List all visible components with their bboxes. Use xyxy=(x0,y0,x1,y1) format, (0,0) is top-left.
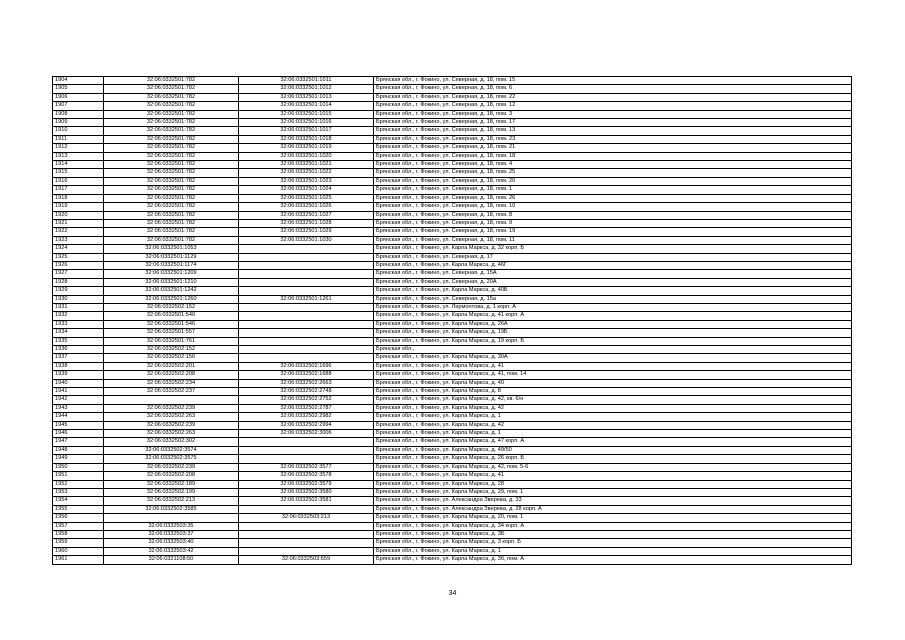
cadastral-number-cell xyxy=(239,446,374,454)
address-cell: Брянская обл., г. Фокино, ул. Северная, д. 15А xyxy=(374,270,852,278)
parent-cadastral-number-cell: 32:06:0332502:152 xyxy=(104,346,239,354)
parent-cadastral-number-cell: 32:06:0332501:557 xyxy=(104,329,239,337)
row-number-cell: 1926 xyxy=(53,261,104,269)
table-row xyxy=(53,446,852,454)
cadastral-number-cell: 32:06:0332502:2663 xyxy=(239,379,374,387)
address-cell: Брянская обл., xyxy=(374,346,852,354)
row-number-cell: 1940 xyxy=(53,379,104,387)
row-number-cell: 1914 xyxy=(53,161,104,169)
cadastral-number-cell: 32:06:0332501:1024 xyxy=(239,186,374,194)
cadastral-number-cell xyxy=(239,337,374,345)
address-cell: Брянская обл., г. Фокино, ул. Карла Маркса, д. 41 корп. А xyxy=(374,312,852,320)
table-row xyxy=(53,102,852,110)
row-number-cell: 1954 xyxy=(53,497,104,505)
row-number-cell: 1910 xyxy=(53,127,104,135)
row-number-cell: 1928 xyxy=(53,278,104,286)
parent-cadastral-number-cell: 32:06:0332501:782 xyxy=(104,186,239,194)
address-cell: Брянская обл., г. Фокино, ул. Карла Маркса, д. 20, пом. 1 xyxy=(374,514,852,522)
row-number-cell: 1913 xyxy=(53,152,104,160)
cadastral-number-cell: 32:06:0332501:1012 xyxy=(239,85,374,93)
address-cell: Брянская обл., г. Фокино, ул. Северная, д. 18, пом. 23 xyxy=(374,135,852,143)
row-number-cell: 1950 xyxy=(53,463,104,471)
table-row xyxy=(53,505,852,513)
row-number-cell: 1918 xyxy=(53,194,104,202)
table-row xyxy=(53,337,852,345)
parent-cadastral-number-cell: 32:06:0332503:37 xyxy=(104,530,239,538)
parent-cadastral-number-cell: 32:06:0332502:3574 xyxy=(104,446,239,454)
address-cell: Брянская обл., г. Фокино, ул. Карла Маркса, д. 26А xyxy=(374,320,852,328)
parent-cadastral-number-cell: 32:06:0332502:152 xyxy=(104,303,239,311)
parent-cadastral-number-cell: 32:06:0332501:761 xyxy=(104,337,239,345)
address-cell: Брянская обл., г. Фокино, ул. Карла Маркса, д. 47 корп. А xyxy=(374,438,852,446)
row-number-cell: 1927 xyxy=(53,270,104,278)
address-cell: Брянская обл., г. Фокино, ул. Карла Маркса, д. 42 xyxy=(374,421,852,429)
cadastral-number-cell xyxy=(239,505,374,513)
address-cell: Брянская обл., г. Фокино, ул. Северная, д. 20А xyxy=(374,278,852,286)
cadastral-number-cell xyxy=(239,253,374,261)
cadastral-number-cell: 32:06:0332501:1028 xyxy=(239,219,374,227)
row-number-cell: 1938 xyxy=(53,362,104,370)
address-cell: Брянская обл., г. Фокино, ул. Карла Маркса, д. 41 xyxy=(374,472,852,480)
table-row xyxy=(53,127,852,135)
row-number-cell: 1934 xyxy=(53,329,104,337)
row-number-cell: 1915 xyxy=(53,169,104,177)
row-number-cell: 1925 xyxy=(53,253,104,261)
row-number-cell: 1924 xyxy=(53,245,104,253)
parent-cadastral-number-cell: 32:06:0332502:201 xyxy=(104,362,239,370)
cadastral-number-cell xyxy=(239,329,374,337)
parent-cadastral-number-cell: 32:06:0321108:50 xyxy=(104,556,239,564)
cadastral-number-cell: 32:06:0332501:1029 xyxy=(239,228,374,236)
address-cell: Брянская обл., г. Фокино, ул. Северная, д. 18, пом. 21 xyxy=(374,144,852,152)
table-row xyxy=(53,110,852,118)
table-row xyxy=(53,354,852,362)
table-row xyxy=(53,530,852,538)
address-cell: Брянская обл., г. Фокино, ул. Северная, д. 18, пом. 13 xyxy=(374,127,852,135)
parent-cadastral-number-cell: 32:06:0332502:3585 xyxy=(104,505,239,513)
table-row xyxy=(53,522,852,530)
table-row xyxy=(53,329,852,337)
address-cell: Брянская обл., г. Фокино, ул. Северная, д. 18, пом. 11 xyxy=(374,236,852,244)
row-number-cell: 1929 xyxy=(53,287,104,295)
parent-cadastral-number-cell: 32:06:0332503:40 xyxy=(104,539,239,547)
table-row xyxy=(53,303,852,311)
table-row xyxy=(53,77,852,85)
cadastral-number-cell xyxy=(239,346,374,354)
cadastral-number-cell xyxy=(239,261,374,269)
parent-cadastral-number-cell: 32:06:0332501:782 xyxy=(104,110,239,118)
cadastral-number-cell xyxy=(239,547,374,555)
cadastral-number-cell: 32:06:0332502:2748 xyxy=(239,388,374,396)
table-row xyxy=(53,480,852,488)
row-number-cell: 1906 xyxy=(53,93,104,101)
cadastral-number-cell: 32:06:0332501:1023 xyxy=(239,177,374,185)
row-number-cell: 1960 xyxy=(53,547,104,555)
address-cell: Брянская обл., г. Фокино, ул. Северная, д. 18, пом. 22 xyxy=(374,93,852,101)
row-number-cell: 1922 xyxy=(53,228,104,236)
row-number-cell: 1947 xyxy=(53,438,104,446)
cadastral-number-cell: 32:06:0332501:1030 xyxy=(239,236,374,244)
parent-cadastral-number-cell: 32:06:0332501:782 xyxy=(104,119,239,127)
row-number-cell: 1919 xyxy=(53,203,104,211)
cadastral-number-cell: 32:06:0332501:1014 xyxy=(239,102,374,110)
parent-cadastral-number-cell: 32:06:0332501:782 xyxy=(104,135,239,143)
address-cell: Брянская обл., г. Фокино, ул. Северная, д. 18, пом. 4 xyxy=(374,161,852,169)
address-cell: Брянская обл., г. Фокино, ул. Карла Маркса, д. 40 xyxy=(374,379,852,387)
parent-cadastral-number-cell: 32:06:0332501:782 xyxy=(104,161,239,169)
table-row xyxy=(53,144,852,152)
table-row xyxy=(53,236,852,244)
row-number-cell: 1945 xyxy=(53,421,104,429)
parent-cadastral-number-cell: 32:06:0332501:782 xyxy=(104,85,239,93)
address-cell: Брянская обл., г. Фокино, ул. Карла Маркса, д. 3б, пом. А xyxy=(374,556,852,564)
parent-cadastral-number-cell: 32:06:0332501:782 xyxy=(104,169,239,177)
cadastral-number-cell xyxy=(239,455,374,463)
cadastral-number-cell xyxy=(239,530,374,538)
row-number-cell: 1952 xyxy=(53,480,104,488)
parent-cadastral-number-cell: 32:06:0332502:239 xyxy=(104,463,239,471)
parent-cadastral-number-cell: 32:06:0332502:263 xyxy=(104,413,239,421)
cadastral-number-cell xyxy=(239,539,374,547)
address-cell: Брянская обл., г. Фокино, ул. Карла Маркса, д. 3Б xyxy=(374,530,852,538)
parent-cadastral-number-cell: 32:06:0332501:782 xyxy=(104,127,239,135)
row-number-cell: 1942 xyxy=(53,396,104,404)
row-number-cell: 1912 xyxy=(53,144,104,152)
row-number-cell: 1948 xyxy=(53,446,104,454)
parent-cadastral-number-cell: 32:06:0332501:782 xyxy=(104,93,239,101)
page-number: 34 xyxy=(448,590,457,597)
row-number-cell: 1932 xyxy=(53,312,104,320)
address-cell: Брянская обл., г. Фокино, ул. Карла Маркса, д. 42, пом. 5-6 xyxy=(374,463,852,471)
cadastral-number-cell xyxy=(239,320,374,328)
address-cell: Брянская обл., г. Фокино, ул. Северная, д. 18, пом. 20 xyxy=(374,177,852,185)
address-cell: Брянская обл., г. Фокино, ул. Карла Маркса, д. 42, кв. 6/н xyxy=(374,396,852,404)
address-cell: Брянская обл., г. Фокино, ул. Карла Маркса, д. 26 корп. Б xyxy=(374,455,852,463)
cadastral-number-cell xyxy=(239,312,374,320)
table-row xyxy=(53,514,852,522)
row-number-cell: 1921 xyxy=(53,219,104,227)
cadastral-number-cell xyxy=(239,270,374,278)
table-row xyxy=(53,388,852,396)
cadastral-number-cell: 32:06:0332501:1021 xyxy=(239,161,374,169)
address-cell: Брянская обл., г. Фокино, ул. Карла Маркса, д. 49/50 xyxy=(374,446,852,454)
row-number-cell: 1923 xyxy=(53,236,104,244)
cadastral-number-cell xyxy=(239,438,374,446)
cadastral-number-cell: 32:06:0332502:1688 xyxy=(239,371,374,379)
table-row xyxy=(53,463,852,471)
table-row xyxy=(53,169,852,177)
row-number-cell: 1953 xyxy=(53,488,104,496)
row-number-cell: 1920 xyxy=(53,211,104,219)
row-number-cell: 1916 xyxy=(53,177,104,185)
row-number-cell: 1936 xyxy=(53,346,104,354)
parent-cadastral-number-cell: 32:06:0332501:782 xyxy=(104,77,239,85)
address-cell: Брянская обл., г. Фокино, ул. Северная, д. 18, пом. 18 xyxy=(374,152,852,160)
row-number-cell: 1949 xyxy=(53,455,104,463)
parent-cadastral-number-cell: 32:06:0332501:540 xyxy=(104,312,239,320)
table-row xyxy=(53,177,852,185)
address-cell: Брянская обл., г. Фокино, ул. Северная, д. 18, пом. 9 xyxy=(374,219,852,227)
table-row xyxy=(53,421,852,429)
table-row xyxy=(53,430,852,438)
parent-cadastral-number-cell: 32:06:0332501:1210 xyxy=(104,278,239,286)
parent-cadastral-number-cell: 32:06:0332502:208 xyxy=(104,472,239,480)
table-row xyxy=(53,455,852,463)
table-row xyxy=(53,362,852,370)
table-row xyxy=(53,438,852,446)
parent-cadastral-number-cell: 32:06:0332501:782 xyxy=(104,152,239,160)
table-row xyxy=(53,320,852,328)
table-row xyxy=(53,287,852,295)
address-cell: Брянская обл., г. Фокино, ул. Карла Маркса, д. 19 корп. Б xyxy=(374,337,852,345)
table-row xyxy=(53,270,852,278)
address-cell: Брянская обл., г. Фокино, ул. Северная, д. 18, пом. 6 xyxy=(374,85,852,93)
cadastral-number-cell xyxy=(239,522,374,530)
table-row xyxy=(53,371,852,379)
parent-cadastral-number-cell: 32:06:0332502:208 xyxy=(104,371,239,379)
parent-cadastral-number-cell: 32:06:0332501:546 xyxy=(104,320,239,328)
parent-cadastral-number-cell: 32:06:0332501:782 xyxy=(104,228,239,236)
cadastral-number-cell: 32:06:0332501:1022 xyxy=(239,169,374,177)
table-row xyxy=(53,413,852,421)
cadastral-number-cell: 32:06:0332501:1018 xyxy=(239,135,374,143)
row-number-cell: 1937 xyxy=(53,354,104,362)
table-row xyxy=(53,295,852,303)
address-cell: Брянская обл., г. Фокино, ул. Карла Маркса, д. 30А xyxy=(374,354,852,362)
cadastral-number-cell xyxy=(239,354,374,362)
table-row xyxy=(53,379,852,387)
parent-cadastral-number-cell: 32:06:0332501:782 xyxy=(104,211,239,219)
table-row xyxy=(53,253,852,261)
table-row xyxy=(53,278,852,286)
cadastral-number-cell xyxy=(239,303,374,311)
row-number-cell: 1935 xyxy=(53,337,104,345)
address-cell: Брянская обл., г. Фокино, ул. Карла Маркса, д. 34 корп. А xyxy=(374,522,852,530)
cadastral-number-cell: 32:06:0332502:2994 xyxy=(239,421,374,429)
row-number-cell: 1943 xyxy=(53,404,104,412)
address-cell: Брянская обл., г. Фокино, ул. Карла Маркса, д. 28 xyxy=(374,480,852,488)
cadastral-number-cell xyxy=(239,278,374,286)
parent-cadastral-number-cell: 32:06:0332501:782 xyxy=(104,144,239,152)
cadastral-number-cell: 32:06:0332502:2787 xyxy=(239,404,374,412)
table-row xyxy=(53,556,852,564)
row-number-cell: 1939 xyxy=(53,371,104,379)
address-cell: Брянская обл., г. Фокино, ул. Северная, д. 18, пом. 12 xyxy=(374,102,852,110)
address-cell: Брянская обл., г. Фокино, ул. Карла Маркса, д. 42 xyxy=(374,404,852,412)
table-row xyxy=(53,488,852,496)
row-number-cell: 1961 xyxy=(53,556,104,564)
parent-cadastral-number-cell xyxy=(104,514,239,522)
cadastral-number-cell: 32:06:0332501:1026 xyxy=(239,203,374,211)
parent-cadastral-number-cell: 32:06:0332502:302 xyxy=(104,438,239,446)
table-row xyxy=(53,228,852,236)
parent-cadastral-number-cell: 32:06:0332501:782 xyxy=(104,203,239,211)
table-row xyxy=(53,211,852,219)
cadastral-number-cell: 32:06:0332501:1017 xyxy=(239,127,374,135)
parent-cadastral-number-cell: 32:06:0332502:263 xyxy=(104,430,239,438)
cadastral-number-cell: 32:06:0332501:1261 xyxy=(239,295,374,303)
parent-cadastral-number-cell: 32:06:0332502:239 xyxy=(104,421,239,429)
table-row xyxy=(53,547,852,555)
cadastral-number-cell: 32:06:0332501:1011 xyxy=(239,77,374,85)
cadastral-number-cell: 32:06:0332502:3580 xyxy=(239,488,374,496)
parent-cadastral-number-cell: 32:06:0332502:189 xyxy=(104,480,239,488)
cadastral-number-cell: 32:06:0332502:2752 xyxy=(239,396,374,404)
address-cell: Брянская обл., г. Фокино, ул. Карла Маркса, д. 41, пом. 14 xyxy=(374,371,852,379)
parent-cadastral-number-cell: 32:06:0332502:156 xyxy=(104,354,239,362)
cadastral-number-cell xyxy=(239,245,374,253)
row-number-cell: 1941 xyxy=(53,388,104,396)
cadastral-number-cell: 32:06:0332502:3006 xyxy=(239,430,374,438)
cadastral-number-cell: 32:06:0332501:1016 xyxy=(239,119,374,127)
address-cell: Брянская обл., г. Фокино, ул. Карла Маркса, д. 3 корп. Б xyxy=(374,539,852,547)
address-cell: Брянская обл., г. Фокино, ул. Северная, д. 18, пом. 19 xyxy=(374,228,852,236)
cadastral-number-cell: 32:06:0332502:3578 xyxy=(239,472,374,480)
table-row xyxy=(53,194,852,202)
address-cell: Брянская обл., г. Фокино, ул. Северная, д. 18, пом. 3 xyxy=(374,110,852,118)
parent-cadastral-number-cell: 32:06:0332501:1242 xyxy=(104,287,239,295)
row-number-cell: 1917 xyxy=(53,186,104,194)
cadastral-number-cell: 32:06:0332503:213 xyxy=(239,514,374,522)
address-cell: Брянская обл., г. Фокино, ул. Карла Маркса, д. 19Б xyxy=(374,329,852,337)
address-cell: Брянская обл., г. Фокино, ул. Северная, д. 18, пом. 1 xyxy=(374,186,852,194)
parent-cadastral-number-cell: 32:06:0332502:234 xyxy=(104,379,239,387)
parent-cadastral-number-cell: 32:06:0332501:782 xyxy=(104,219,239,227)
address-cell: Брянская обл., г. Фокино, ул. Карла Маркса, д. 1 xyxy=(374,547,852,555)
parent-cadastral-number-cell: 32:06:0332501:782 xyxy=(104,102,239,110)
table-body xyxy=(53,77,852,565)
parent-cadastral-number-cell: 32:06:0332503:42 xyxy=(104,547,239,555)
parent-cadastral-number-cell: 32:06:0332502:199 xyxy=(104,488,239,496)
cadastral-number-cell xyxy=(239,287,374,295)
cadastral-number-cell: 32:06:0332502:3581 xyxy=(239,497,374,505)
address-cell: Брянская обл., г. Фокино, ул. Лермонтова, д. 1 корп. А xyxy=(374,303,852,311)
table-row xyxy=(53,404,852,412)
address-cell: Брянская обл., г. Фокино, ул. Карла Маркса, д. 1 xyxy=(374,413,852,421)
table-row xyxy=(53,203,852,211)
cadastral-register-table xyxy=(52,76,852,565)
cadastral-number-cell: 32:06:0332502:3577 xyxy=(239,463,374,471)
parent-cadastral-number-cell: 32:06:0332502:239 xyxy=(104,404,239,412)
table-row xyxy=(53,539,852,547)
cadastral-number-cell: 32:06:0332501:1013 xyxy=(239,93,374,101)
cadastral-number-cell: 32:06:0332503:659 xyxy=(239,556,374,564)
address-cell: Брянская обл., г. Фокино, ул. Карла Маркса, д. 32 корп. Б xyxy=(374,245,852,253)
address-cell: Брянская обл., г. Фокино, ул. Северная, д. 17 xyxy=(374,253,852,261)
address-cell: Брянская обл., г. Фокино, ул. Северная, д. 18, пом. 15 xyxy=(374,77,852,85)
table-row xyxy=(53,245,852,253)
parent-cadastral-number-cell: 32:06:0332502:237 xyxy=(104,388,239,396)
table-row xyxy=(53,152,852,160)
address-cell: Брянская обл., г. Фокино, ул. Карла Маркса, д. 41 xyxy=(374,362,852,370)
table-row xyxy=(53,93,852,101)
parent-cadastral-number-cell: 32:06:0332501:1129 xyxy=(104,253,239,261)
table-row xyxy=(53,346,852,354)
table-row xyxy=(53,497,852,505)
row-number-cell: 1958 xyxy=(53,530,104,538)
row-number-cell: 1905 xyxy=(53,85,104,93)
parent-cadastral-number-cell: 32:06:0332501:1209 xyxy=(104,270,239,278)
address-cell: Брянская обл., г. Фокино, ул. Северная, д. 18, пом. 8 xyxy=(374,211,852,219)
row-number-cell: 1930 xyxy=(53,295,104,303)
table-row xyxy=(53,85,852,93)
parent-cadastral-number-cell: 32:06:0332502:3575 xyxy=(104,455,239,463)
parent-cadastral-number-cell: 32:06:0332502:213 xyxy=(104,497,239,505)
table-row xyxy=(53,186,852,194)
address-cell: Брянская обл., г. Фокино, ул. Карла Маркса, д. 8 xyxy=(374,388,852,396)
row-number-cell: 1908 xyxy=(53,110,104,118)
table-row xyxy=(53,135,852,143)
row-number-cell: 1959 xyxy=(53,539,104,547)
row-number-cell: 1904 xyxy=(53,77,104,85)
row-number-cell: 1944 xyxy=(53,413,104,421)
table-row xyxy=(53,161,852,169)
row-number-cell: 1955 xyxy=(53,505,104,513)
row-number-cell: 1931 xyxy=(53,303,104,311)
address-cell: Брянская обл., г. Фокино, ул. Северная, д. 18, пом. 26 xyxy=(374,194,852,202)
table-row xyxy=(53,312,852,320)
cadastral-number-cell: 32:06:0332501:1019 xyxy=(239,144,374,152)
address-cell: Брянская обл., г. Фокино, ул. Северная, д. 18, пом. 10 xyxy=(374,203,852,211)
address-cell: Брянская обл., г. Фокино, ул. Карла Маркса, д. 1 xyxy=(374,430,852,438)
row-number-cell: 1951 xyxy=(53,472,104,480)
address-cell: Брянская обл., г. Фокино, ул. Северная, д. 18, пом. 25 xyxy=(374,169,852,177)
cadastral-number-cell: 32:06:0332501:1025 xyxy=(239,194,374,202)
table-row xyxy=(53,472,852,480)
table-row xyxy=(53,119,852,127)
cadastral-number-cell: 32:06:0332501:1015 xyxy=(239,110,374,118)
row-number-cell: 1957 xyxy=(53,522,104,530)
row-number-cell: 1956 xyxy=(53,514,104,522)
address-cell: Брянская обл., г. Фокино, ул. Северная, д. 18, пом. 17 xyxy=(374,119,852,127)
cadastral-number-cell: 32:06:0332501:1027 xyxy=(239,211,374,219)
row-number-cell: 1911 xyxy=(53,135,104,143)
row-number-cell: 1946 xyxy=(53,430,104,438)
row-number-cell: 1907 xyxy=(53,102,104,110)
parent-cadastral-number-cell: 32:06:0332501:1260 xyxy=(104,295,239,303)
parent-cadastral-number-cell: 32:06:0332503:35 xyxy=(104,522,239,530)
table-row xyxy=(53,261,852,269)
parent-cadastral-number-cell xyxy=(104,396,239,404)
address-cell: Брянская обл., г. Фокино, ул. Карла Маркса, д. 46Г xyxy=(374,261,852,269)
address-cell: Брянская обл., г. Фокино, ул. Северная, д. 15а xyxy=(374,295,852,303)
parent-cadastral-number-cell: 32:06:0332501:782 xyxy=(104,236,239,244)
row-number-cell: 1909 xyxy=(53,119,104,127)
cadastral-number-cell: 32:06:0332502:2982 xyxy=(239,413,374,421)
cadastral-number-cell: 32:06:0332501:1020 xyxy=(239,152,374,160)
address-cell: Брянская обл., г. Фокино, ул. Карла Маркса, д. 29, пом. 1 xyxy=(374,488,852,496)
table-row xyxy=(53,396,852,404)
table-row xyxy=(53,219,852,227)
row-number-cell: 1933 xyxy=(53,320,104,328)
address-cell: Брянская обл., г. Фокино, ул. Александра Зверева, д. 28 корп. А xyxy=(374,505,852,513)
address-cell: Брянская обл., г. Фокино, ул. Александра Зверева, д. 33 xyxy=(374,497,852,505)
parent-cadastral-number-cell: 32:06:0332501:1053 xyxy=(104,245,239,253)
cadastral-number-cell: 32:06:0332502:3579 xyxy=(239,480,374,488)
cadastral-number-cell: 32:06:0332502:1696 xyxy=(239,362,374,370)
parent-cadastral-number-cell: 32:06:0332501:1174 xyxy=(104,261,239,269)
parent-cadastral-number-cell: 32:06:0332501:782 xyxy=(104,177,239,185)
address-cell: Брянская обл., г. Фокино, ул. Карла Маркса, д. 40Б xyxy=(374,287,852,295)
parent-cadastral-number-cell: 32:06:0332501:782 xyxy=(104,194,239,202)
